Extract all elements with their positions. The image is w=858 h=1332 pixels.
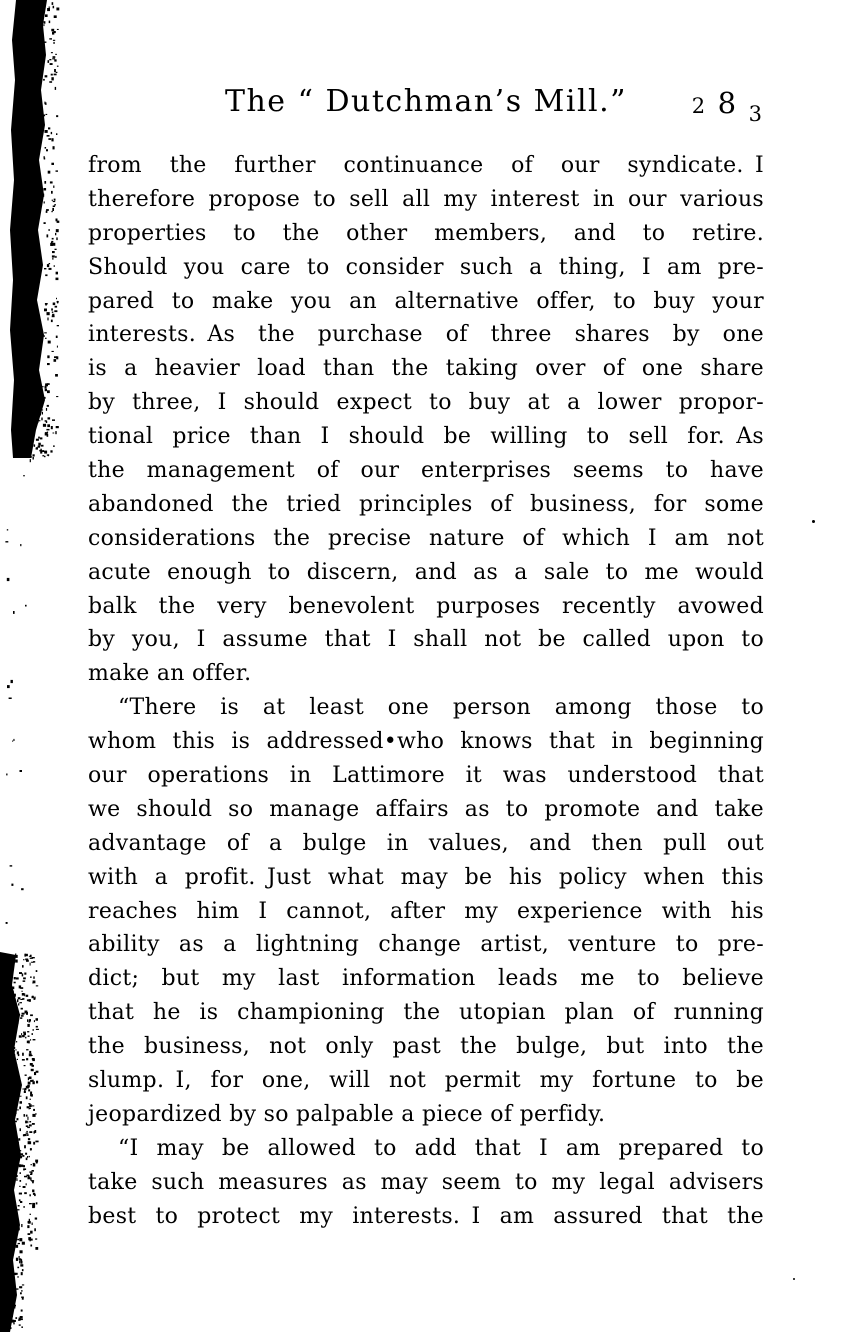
text-line: “I may be allowed to add that I am prepared to [118,1135,764,1161]
scan-speck [793,1278,795,1280]
text-line: take such measures as may seem to my legal advisers [88,1169,764,1195]
scan-noise-speckles [5,2,59,1329]
text-line: the business, not only past the bulge, but into the [88,1034,764,1060]
page-number [691,86,762,126]
text-line: make an offer. [88,661,252,687]
text-line: by three, I should expect to buy at a lower propor- [88,390,764,416]
page-header [88,84,764,128]
text-line: interests. As the purchase of three shares by one [88,322,764,348]
text-line: best to protect my interests. I am assured that the [88,1203,764,1229]
text-line: slump. I, for one, will not permit my fortune to be [88,1068,764,1094]
scan-speck [812,520,815,523]
text-line: ability as a lightning change artist, venture to pre- [88,932,764,958]
text-line: abandoned the tried principles of business, for some [88,491,764,517]
text-line: acute enough to discern, and as a sale to me would [88,559,764,585]
scan-artifact-left-edge [0,0,70,1332]
text-line: our operations in Lattimore it was understood that [88,763,764,789]
text-line: therefore propose to sell all my interest in our various [88,186,764,212]
text-line: properties to the other members, and to retire. [88,220,764,246]
text-line: whom this is addressed•who knows that in beginning [88,729,764,755]
text-line: is a heavier load than the taking over of one share [88,356,764,382]
text-line: jeopardized by so palpable a piece of perfidy. [88,1101,606,1127]
text-line: Should you care to consider such a thing, I am pre- [88,254,764,280]
text-line: balk the very benevolent purposes recently avowed [88,593,764,619]
text-line: considerations the precise nature of which I am not [88,525,764,551]
page-number-digit: 2 [691,94,706,118]
scan-artifact-top-band [10,0,47,458]
text-line: the management of our enterprises seems to have [88,458,764,484]
text-line: we should so manage affairs as to promote and take [88,796,764,822]
text-line: with a profit. Just what may be his policy when this [88,864,764,890]
text-column [88,149,764,1234]
text-line: that he is championing the utopian plan of running [88,1000,764,1026]
text-line: dict; but my last information leads me to believe [88,966,764,992]
text-line: advantage of a bulge in values, and then pull out [88,830,764,856]
text-line: pared to make you an alternative offer, to buy your [88,288,764,314]
text-line: tional price than I should be willing to sell for. As [88,424,764,450]
page-number-digit: 3 [748,102,762,126]
scan-artifact-bottom-band [0,952,22,1332]
paragraph [88,149,764,691]
page-title: The “ Dutchman’s Mill.” [224,84,628,119]
text-line: by you, I assume that I shall not be called upon to [88,627,764,653]
text-line: “There is at least one person among those to [118,695,764,721]
paragraph [88,691,764,1132]
text-line: from the further continuance of our syndicate. I [88,153,764,178]
page-number-digit: 8 [717,86,737,120]
paragraph [88,1132,764,1234]
text-line: reaches him I cannot, after my experience with his [88,898,764,924]
